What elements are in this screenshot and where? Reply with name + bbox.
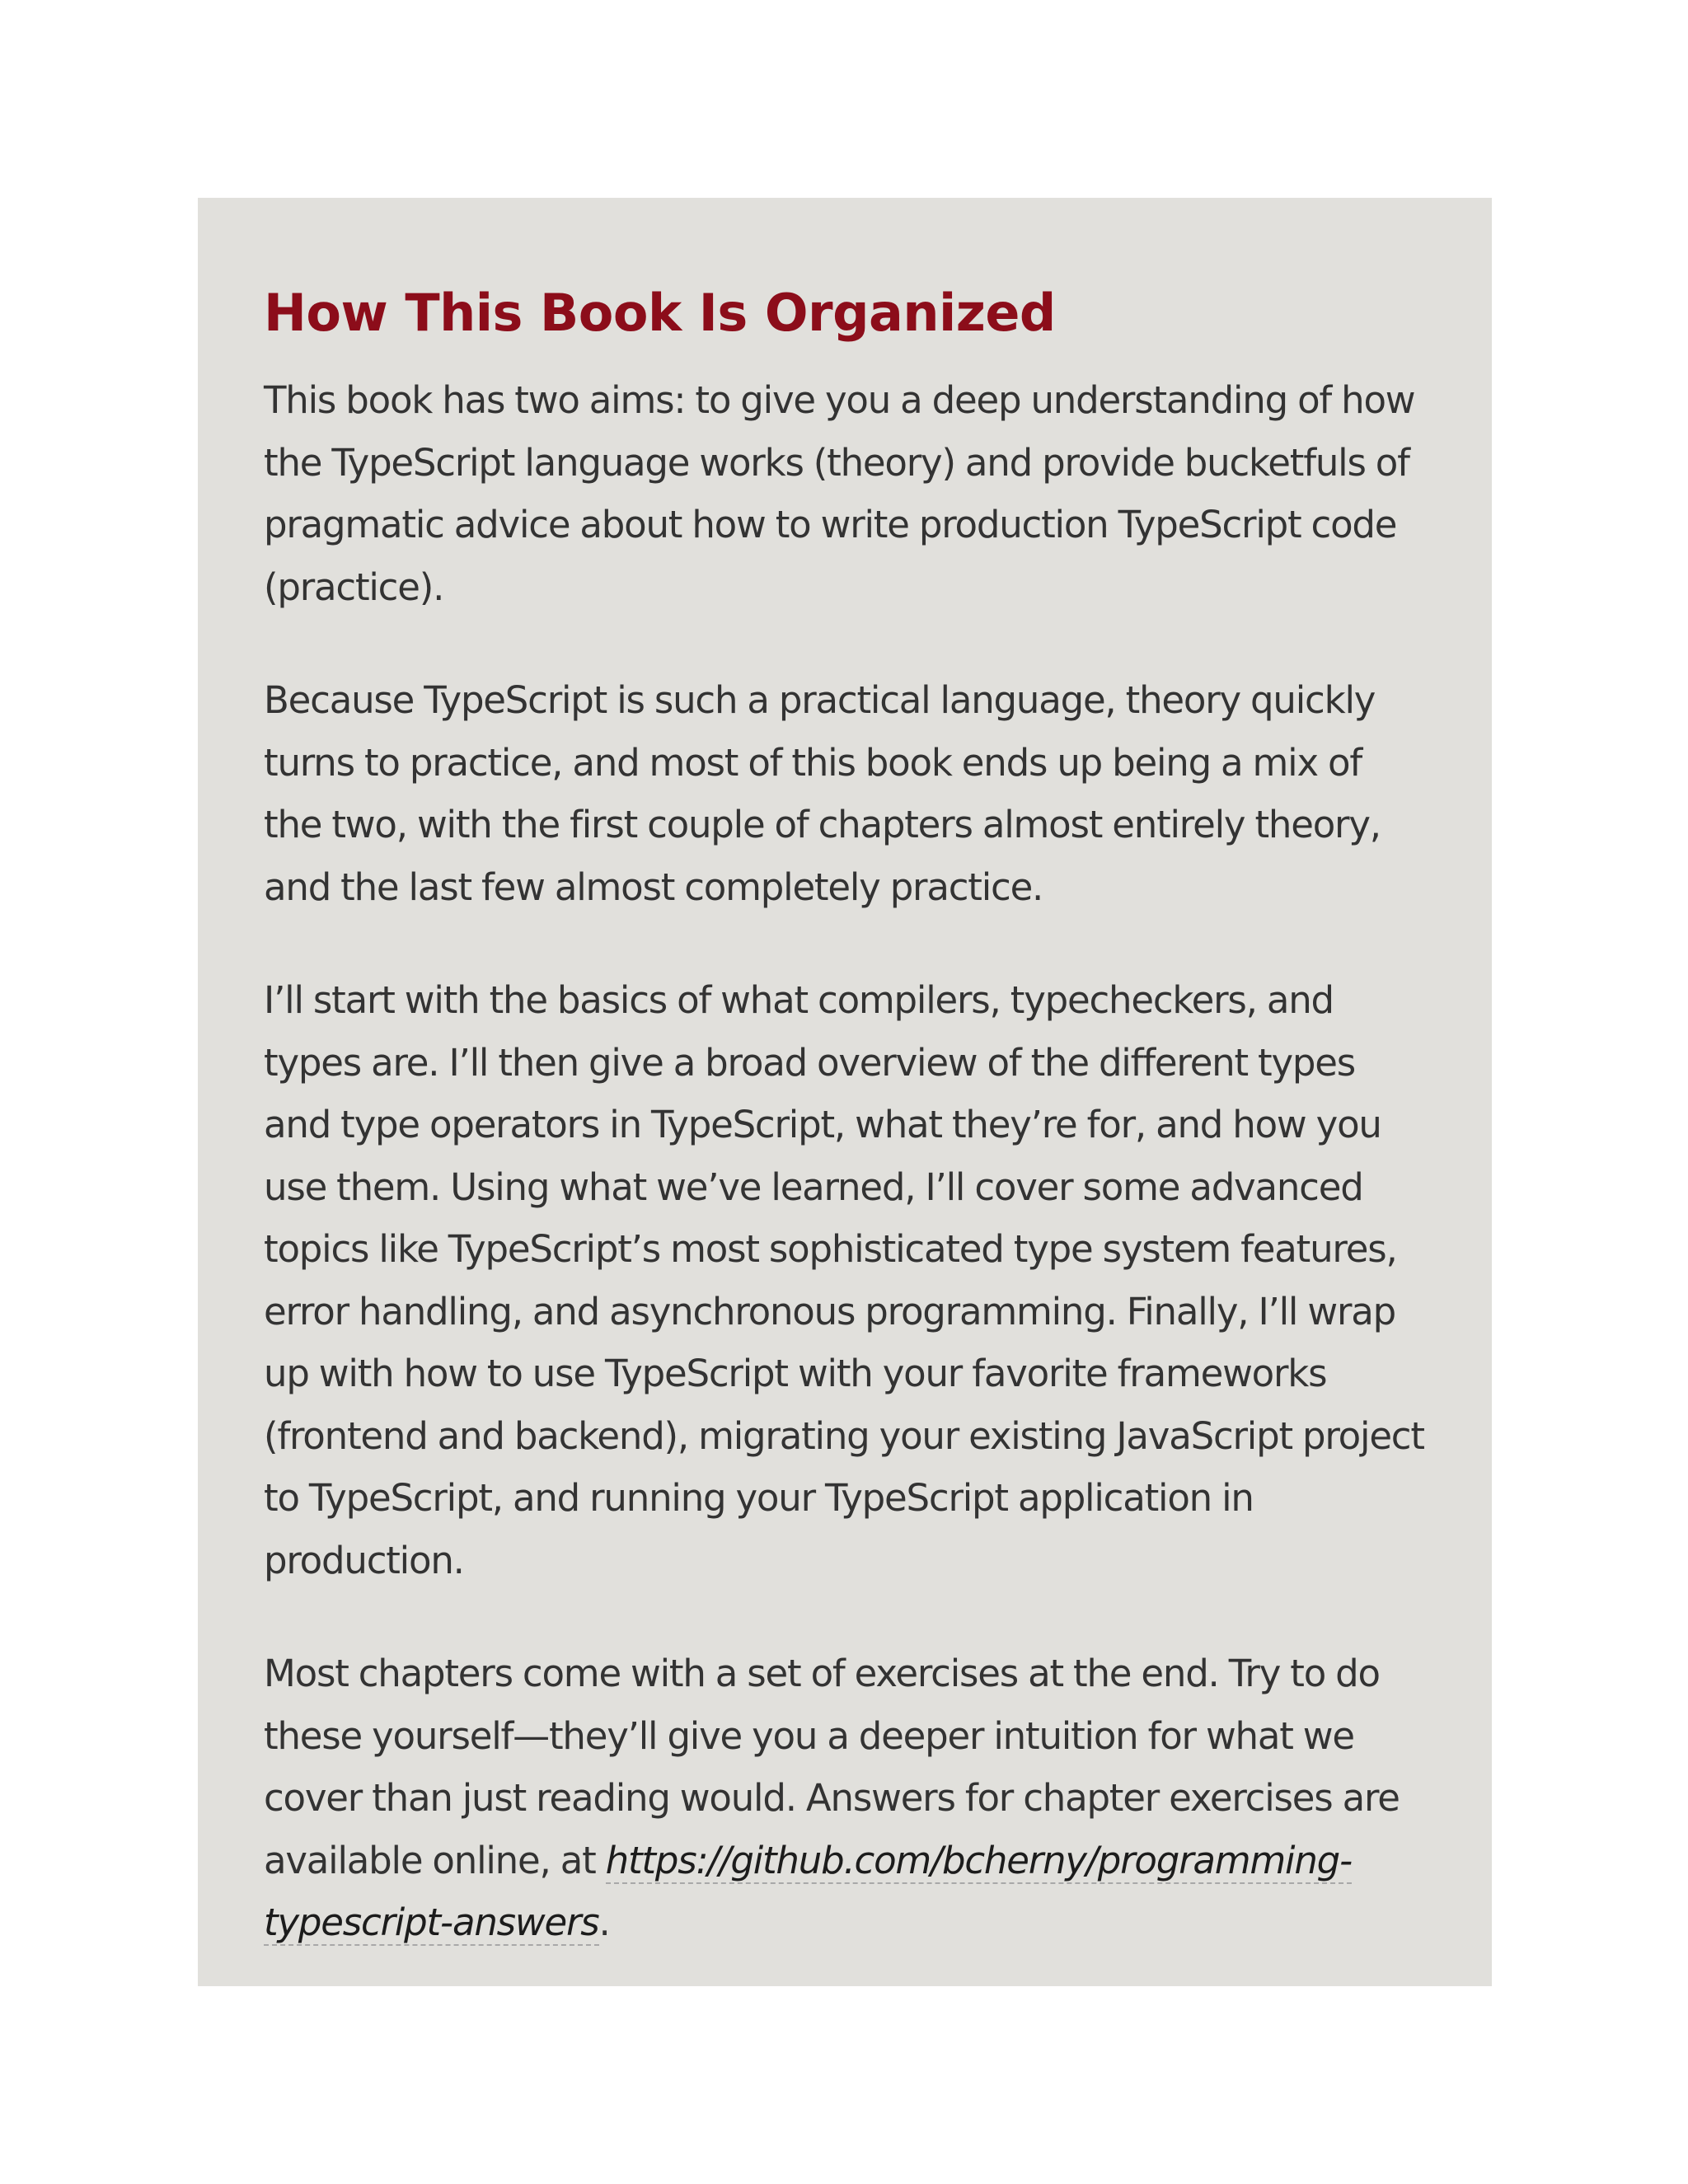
paragraph-chapter-overview: I’ll start with the basics of what compilers, typecheckers, and types are. I’ll then give a broad overview of the different types and type operators in TypeScript, what they’re for, and how you use them. Using what we’ve learned, I’ll cover some advanced topics like TypeScript’s most sophisticated type system features, error handling, and asynchronous programming. Finally, I’ll wrap up with how to use TypeScript with your favorite frameworks (frontend and backend), migrating your existing JavaScript project to TypeScript, and running your TypeScript application in production.: [264, 978, 1424, 1582]
sidebar-box: [198, 198, 1492, 1986]
section-title: How This Book Is Organized: [264, 283, 1056, 343]
paragraph-aims: This book has two aims: to give you a deep understanding of how the TypeScript language works (theory) and provide bucketfuls of pragmatic advice about how to write production TypeScript code (practice).: [264, 378, 1415, 609]
section-body: [264, 369, 1426, 1954]
exercises-period: .: [598, 1900, 610, 1944]
answers-link[interactable]: https://github.com/bcherny/programming-typescript-answers: [264, 1838, 1353, 1944]
exercises-text: Most chapters come with a set of exercises at the end. Try to do these yourself—they’ll give you a deeper intuition for what we cover than just reading would. Answers for chapter exercises are available online, at: [264, 1652, 1400, 1882]
paragraph-exercises: [264, 1643, 1426, 1954]
paragraph-theory-practice: Because TypeScript is such a practical language, theory quickly turns to practice, and most of this book ends up being a mix of the two, with the first couple of chapters almost entirely theory, and the last few almost completely practice.: [264, 678, 1381, 909]
